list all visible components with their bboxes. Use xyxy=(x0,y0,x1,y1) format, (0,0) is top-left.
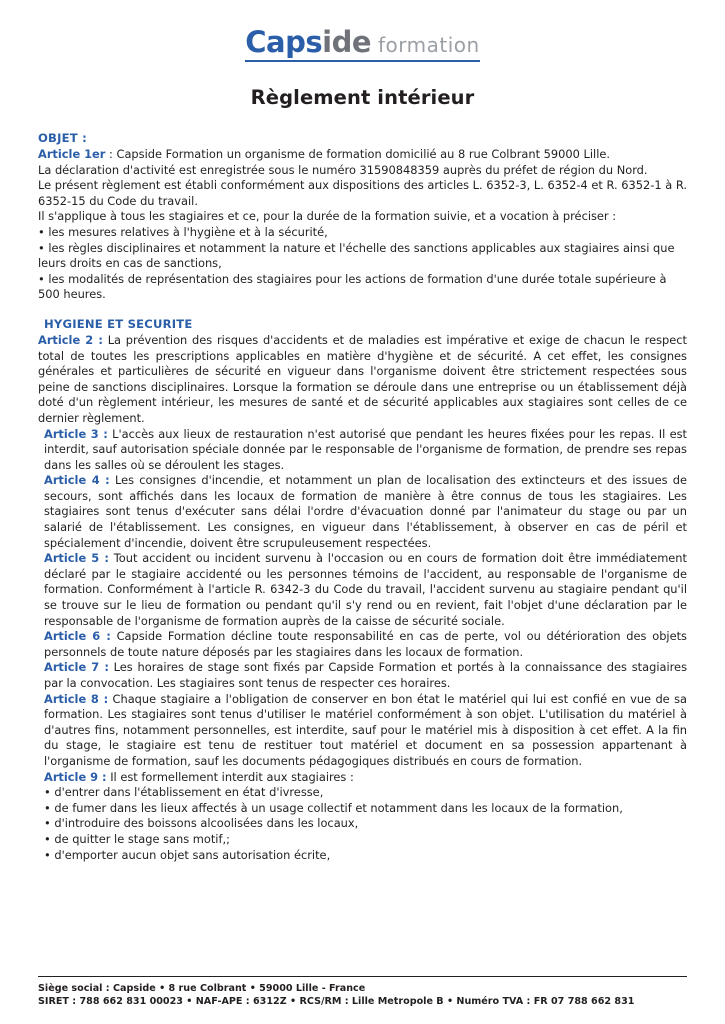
article-2-paragraph xyxy=(38,333,687,427)
article-label-4: Article 4 : xyxy=(44,473,110,488)
article-label-7: Article 7 : xyxy=(44,660,109,675)
footer-divider xyxy=(38,976,687,977)
article-label-2: Article 2 : xyxy=(38,332,103,347)
logo-formation-text: formation xyxy=(378,33,480,57)
objet-paragraph-2: La déclaration d'activité est enregistrée sous le numéro 31590848359 auprès du préfet de région du Nord. xyxy=(38,162,648,177)
article-9-bullet-3: • d'introduire des boissons alcoolisées dans les locaux, xyxy=(44,816,359,831)
objet-bullet-1: • les mesures relatives à l'hygiène et à la sécurité, xyxy=(38,224,328,239)
footer-address: Siège social : Capside • 8 rue Colbrant • 59000 Lille - France xyxy=(38,983,366,994)
logo-header xyxy=(38,24,687,68)
capside-logo xyxy=(245,25,480,62)
page-footer xyxy=(38,976,687,1008)
logo-text xyxy=(245,25,480,59)
page-title: Règlement intérieur xyxy=(250,86,475,109)
article-5-paragraph xyxy=(38,551,687,629)
article-3-paragraph xyxy=(38,427,687,474)
article-9-text: Il est formellement interdit aux stagiaires : xyxy=(106,769,354,784)
objet-bullet-2: • les règles disciplinaires et notamment la nature et l'échelle des sanctions applicables aux stagiaires ainsi que leurs droits en cas de sanctions, xyxy=(38,240,675,271)
article-9-bullet-5: • d'emporter aucun objet sans autorisation écrite, xyxy=(44,847,331,862)
article-6-paragraph xyxy=(38,629,687,660)
article-4-paragraph xyxy=(38,473,687,551)
logo-side-text: ide xyxy=(322,25,372,59)
article-9-bullet-2: • de fumer dans les lieux affectés à un usage collectif et notamment dans les locaux de la formation, xyxy=(44,800,623,815)
objet-paragraph-3: Le présent règlement est établi conformément aux dispositions des articles L. 6352-3, L. 6352-4 et R. 6352-1 à R. 6352-15 du Code du travail. xyxy=(38,178,687,208)
article-7-text: Les horaires de stage sont fixés par Capside Formation et portés à la connaissance des stagiaires par la convocation. Les stagiaires sont tenus de respecter ces horaires. xyxy=(44,660,687,690)
article-label-5: Article 5 : xyxy=(44,551,109,566)
article-8-text: Chaque stagiaire a l'obligation de conserver en bon état le matériel qui lui est confié en vue de sa formation. Les stagiaires sont tenus d'utiliser le matériel conformément à son objet. L'utilisation du matériel à d'autres fins, notamment personnelles, est interdite, sauf pour le matériel mis à disposition à cet effet. A la fin du stage, le stagiaire est tenu de restituer tout matériel et document en sa possession appartenant à l'organisme de formation, sauf les documents pédagogiques distribués en cours de formation. xyxy=(44,691,687,768)
spacer-objet-hygiene xyxy=(38,303,687,317)
footer-legal: SIRET : 788 662 831 00023 • NAF-APE : 6312Z • RCS/RM : Lille Metropole B • Numéro TVA : FR 07 788 662 831 xyxy=(38,996,635,1007)
article-label-9: Article 9 : xyxy=(44,769,107,784)
article-4-text: Les consignes d'incendie, et notamment un plan de localisation des extincteurs et des issues de secours, sont affichés dans les locaux de formation de manière à être connus de tous les stagiaires. Les stagiaires sont tenus d'exécuter sans délai l'ordre d'évacuation donné par l'animateur du stage ou par un salarié de l'établissement. Les consignes, en vigueur dans l'établissement, à observer en cas de péril et spécialement d'incendie, doivent être scrupuleusement respectées. xyxy=(44,473,688,550)
objet-paragraph-1-text: : Capside Formation un organisme de formation domicilié au 8 rue Colbrant 59000 Lille. xyxy=(105,147,610,161)
article-5-text: Tout accident ou incident survenu à l'occasion ou en cours de formation doit être immédiatement déclaré par le stagiaire accidenté ou les personnes témoins de l'accident, au responsable de l'organisme de formation. Conformément à l'article R. 6342-3 du Code du travail, l'accident survenu au stagiaire pendant qu'il se trouve sur le lieu de formation ou pendant qu'il s'y rend ou en revient, fait l'objet d'une déclaration par le responsable de l'organisme de formation auprès de la caisse de sécurité sociale. xyxy=(44,551,687,628)
article-label-8: Article 8 : xyxy=(44,691,109,706)
section-heading-objet: OBJET : xyxy=(38,131,87,145)
article-label-6: Article 6 : xyxy=(44,629,111,644)
article-9-bullet-4: • de quitter le stage sans motif,; xyxy=(44,831,230,846)
article-8-paragraph xyxy=(38,692,687,770)
article-2-text: La prévention des risques d'accidents et de maladies est impérative et exige de chacun le respect total de toutes les prescriptions applicables en matière d'hygiène et de sécurité. A cet effet, les consignes générales et particulières de sécurité en vigueur dans l'organisme doivent être strictement respectées sous peine de sanctions disciplinaires. Lorsque la formation se déroule dans une entreprise ou un établissement déjà doté d'un règlement intérieur, les mesures de santé et de sécurité applicables aux stagiaires sont celles de ce dernier règlement. xyxy=(38,332,688,425)
logo-caps-text: Caps xyxy=(245,25,323,59)
section-heading-hygiene: HYGIENE ET SECURITE xyxy=(44,316,193,331)
objet-paragraph-4: Il s'applique à tous les stagiaires et ce, pour la durée de la formation suivie, et a vocation à préciser : xyxy=(38,209,617,224)
article-9-bullet-1: • d'entrer dans l'établissement en état d'ivresse, xyxy=(44,785,324,800)
article-9-paragraph xyxy=(38,770,687,786)
objet-bullet-3: • les modalités de représentation des stagiaires pour les actions de formation d'une durée totale supérieure à 500 heures. xyxy=(38,271,667,302)
article-7-paragraph xyxy=(38,660,687,691)
article-6-text: Capside Formation décline toute responsabilité en cas de perte, vol ou détérioration des objets personnels de toute nature déposés par les stagiaires dans les locaux de formation. xyxy=(44,629,687,659)
article-3-text: L'accès aux lieux de restauration n'est autorisé que pendant les heures fixées pour les repas. Il est interdit, sauf autorisation spéciale donnée par le responsable de l'organisme de formation, de prendre ses repas dans les salles où se déroulent les stages. xyxy=(44,426,687,472)
logo-underline xyxy=(245,60,479,62)
article-label-1er: Article 1er xyxy=(38,147,106,161)
objet-paragraph-1 xyxy=(38,147,687,163)
article-label-3: Article 3 : xyxy=(44,426,108,441)
